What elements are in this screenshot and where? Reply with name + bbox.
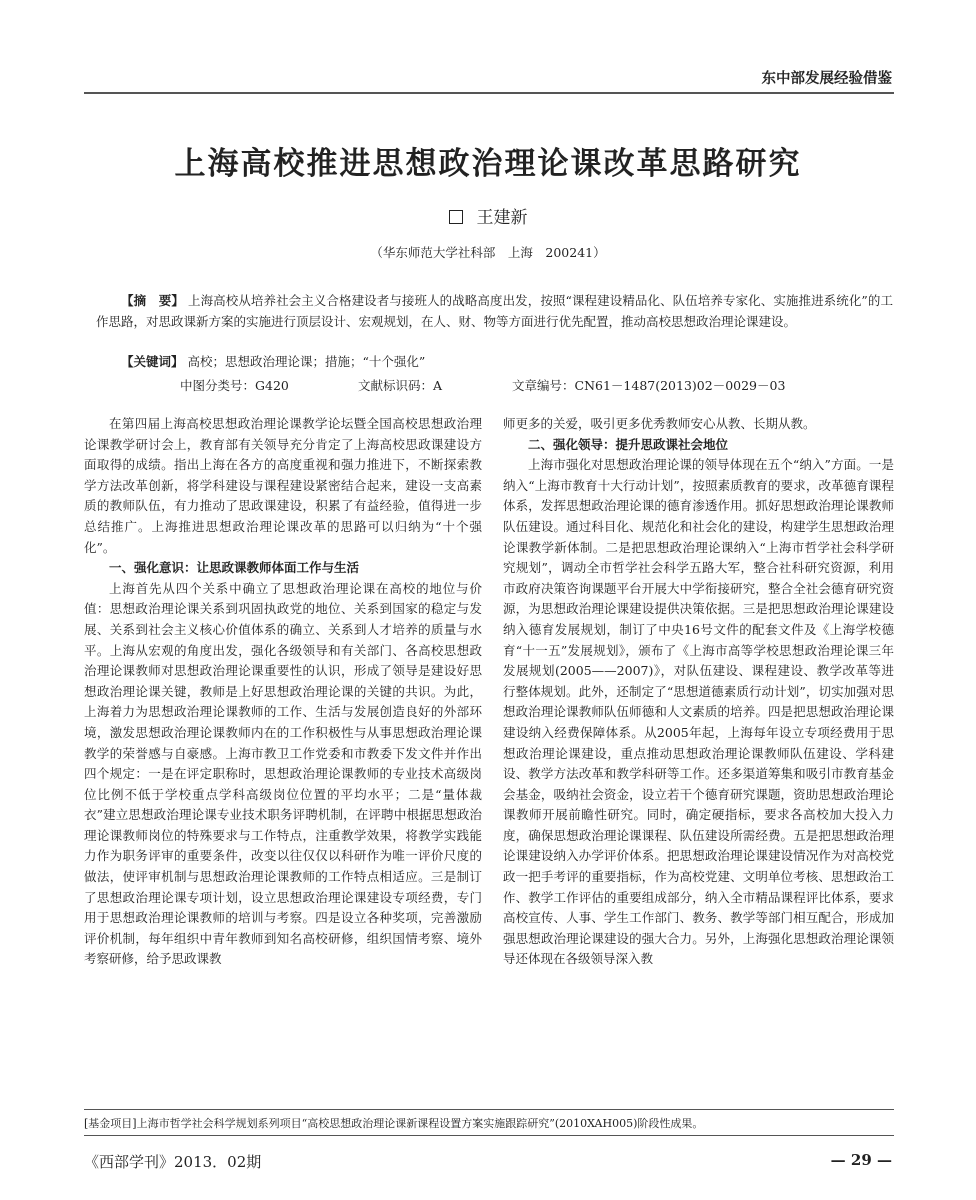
paragraph: 上海首先从四个关系中确立了思想政治理论课在高校的地位与价值：思想政治理论课关系到巩固执政党的地位、关系到国家的稳定与发展、关系到社会主义核心价值体系的确立、关系到人才培养的质量与水平。上海从宏观的角度出发，强化各级领导和有关部门、各高校思想政治理论课教师对思想政治理论课重要性的认识，形成了领导是建设好思想政治理论课关键，教师是上好思想政治理论课的关键的共识。为此，上海着力为思想政治理论课教师的工作、生活与发展创造良好的外部环境，激发思想政治理论课教师内在的工作积极性与从事思想政治理论课教学的荣誉感与自豪感。上海市教卫工作党委和市教委下发文件并作出四个规定：一是在评定职称时，思想政治理论课教师的专业技术高级岗位比例不低于学校重点学科高级岗位位置的平均水平；二是“量体裁衣”建立思想政治理论课专业技术职务评聘机制，在评聘中根据思想政治理论课教师岗位的特殊要求与工作特点，注重教学效果，将教学实践能力作为职务评审的重要条件，改变以往仅仅以科研作为唯一评价尺度的做法，使评审机制与思想政治理论课教师的工作特点相适应。三是制订了思想政治理论课专项计划，设立思想政治理论课建设专项经费，专门用于思想政治理论课教师的培训与考察。四是设立各种奖项，完善激励评价机制，每年组织中青年教师到知名高校研修，组织国情考察、境外考察研修，给予思政课教 <box>84 580 482 967</box>
section-heading: 二、强化领导：提升思政课社会地位 <box>528 436 729 452</box>
document-code: 文献标识码：A <box>358 378 443 393</box>
section-label: 东中部发展经验借鉴 <box>761 71 892 87</box>
keywords-label: 【关键词】 <box>121 354 184 369</box>
funding-note: [基金项目]上海市哲学社会科学规划系列项目“高校思想政治理论课新课程设置方案实施跟踪研究”(2010XAH005)阶段性成果。 <box>84 1117 704 1130</box>
keywords <box>96 352 893 370</box>
header-rule <box>84 92 894 94</box>
body-column-left <box>84 414 482 970</box>
footnote-rule <box>84 1109 894 1110</box>
square-icon <box>449 210 463 224</box>
abstract-label: 【摘 要】 <box>121 293 184 308</box>
footer-rule <box>84 1135 894 1136</box>
clc-number: 中图分类号：G420 <box>180 378 289 393</box>
classification-line <box>0 376 976 394</box>
abstract <box>96 290 893 332</box>
section-heading: 一、强化意识：让思政课教师体面工作与生活 <box>109 560 360 576</box>
paragraph: 上海市强化对思想政治理论课的领导体现在五个“纳入”方面。一是纳入“上海市教育十大行动计划”，按照素质教育的要求，改革德育课程体系，发挥思想政治理论课的德育渗透作用。抓好思想政治理论课教师队伍建设。通过科目化、规范化和社会化的建设，构建学生思想政治理论课教学新体制。二是把思想政治理论课纳入“上海市哲学社会科学研究规划”，调动全市哲学社会科学五路大军，整合社科研究资源，利用市政府决策咨询课题平台开展大中学衔接研究，整合全社会德育研究资源，为思想政治理论课建设提供决策依据。三是把思想政治理论课建设纳入德育发展规划，制订了中央16号文件的配套文件及《上海学校德育“十一五”发展规划》，颁布了《上海市高等学校思想政治理论课三年发展规划(2005——2007)》，对队伍建设、课程建设、教学改革等进行整体规划。此外，还制定了“思想道德素质行动计划”，切实加强对思想政治理论课教师队伍师德和人文素质的培养。四是把思想政治理论课建设纳入经费保障体系。从2005年起，上海每年设立专项经费用于思想政治理论课建设，重点推动思想政治理论课教师队伍建设、学科建设、教学方法改革和教学科研等工作。还多渠道筹集和吸引市教育基金会基金，吸纳社会资金，设立若干个德育研究课题，资助思想政治理论课教师开展前瞻性研究。同时，确定硬指标，要求各高校加大投入力度，确保思想政治理论课课程、队伍建设所需经费。五是把思想政治理论课建设纳入办学评价体系。把思想政治理论课建设情况作为对高校党政一把手考评的重要指标，作为高校党建、文明单位考核、思想政治工作、教学工作评估的重要组成部分，纳入全市精品课程评比体系，要求高校宣传、人事、学生工作部门、教务、教学等部门相互配合，形成加强思想政治理论课建设的强大合力。另外，上海强化思想政治理论课领导还体现在各级领导深入教 <box>503 457 894 967</box>
keywords-text: 高校；思想政治理论课；措施；“十个强化” <box>187 354 426 369</box>
journal-name: 《西部学刊》2013．02期 <box>84 1153 262 1171</box>
article-title: 上海高校推进思想政治理论课改革思路研究 <box>174 146 802 182</box>
paragraph: 师更多的关爱，吸引更多优秀教师安心从教、长期从教。 <box>503 416 816 431</box>
author-name: 王建新 <box>476 208 528 228</box>
author-line <box>0 203 976 228</box>
abstract-text: 上海高校从培养社会主义合格建设者与接班人的战略高度出发，按照“课程建设精品化、队伍培养专家化、实施推进系统化”的工作思路，对思政课新方案的实施进行顶层设计、宏观规划，在人、财、物等方面进行优先配置，推动高校思想政治理论课建设。 <box>96 293 893 329</box>
paragraph: 在第四届上海高校思想政治理论课教学论坛暨全国高校思想政治理论课教学研讨会上，教育部有关领导充分肯定了上海高校思政课建设方面取得的成绩。指出上海在各方的高度重视和强力推进下，不断探索教学方法改革创新，将学科建设与课程建设紧密结合起来，建设一支高素质的教师队伍，有力推动了思政课建设，积累了有益经验，值得进一步总结推广。上海推进思想政治理论课改革的思路可以归纳为“十个强化”。 <box>84 416 482 555</box>
page-number: — 29 — <box>830 1151 892 1169</box>
affiliation: （华东师范大学社科部 上海 200241） <box>370 245 606 260</box>
body-column-right <box>503 414 894 970</box>
article-number: 文章编号：CN61－1487(2013)02－0029－03 <box>512 378 786 393</box>
